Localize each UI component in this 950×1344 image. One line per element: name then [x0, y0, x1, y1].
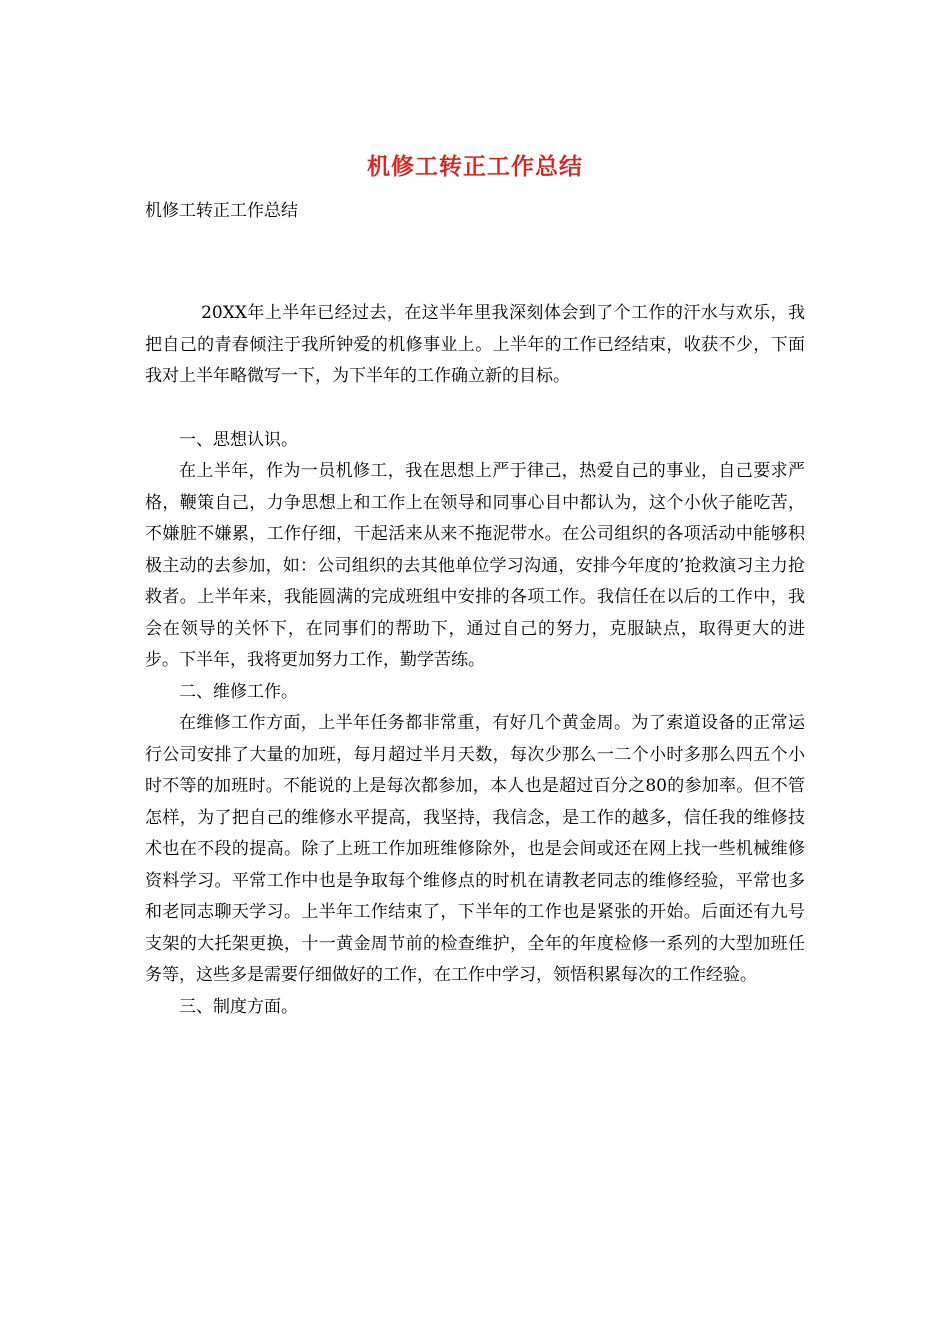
- section-body-thinking: 在上半年，作为一员机修工，我在思想上严于律己，热爱自己的事业，自己要求严格，鞭策自己，力争思想上和工作上在领导和同事心目中都认为，这个小伙子能吃苦，不嫌脏不嫌累，工作仔细，干起活来从来不拖泥带水。在公司组织的各项活动中能够积极主动的去参加，如：公司组织的去其他单位学习沟通，安排今年度的’抢救演习主力抢救者。上半年来，我能圆满的完成班组中安排的各项工作。我信任在以后的工作中，我会在领导的关怀下，在同事们的帮助下，通过自己的努力，克服缺点，取得更大的进步。下半年，我将更加努力工作，勤学苦练。: [145, 461, 805, 670]
- section-body-maintenance: 在维修工作方面，上半年任务都非常重，有好几个黄金周。为了索道设备的正常运行公司安排了大量的加班，每月超过半月天数，每次少那么一二个小时多那么四五个小时不等的加班时。不能说的上是每次都参加，本人也是超过百分之80的参加率。但不管怎样，为了把自己的维修水平提高，我坚持，我信念，是工作的越多，信任我的维修技术也在不段的提高。除了上班工作加班维修除外，也是会间或还在网上找一些机械维修资料学习。平常工作中也是争取每个维修点的时机在请教老同志的维修经验，平常也多和老同志聊天学习。上半年工作结束了，下半年的工作也是紧张的开始。后面还有九号支架的大托架更换，十一黄金周节前的检查维护，全年的年度检修一系列的大型加班任务等，这些多是需要仔细做好的工作，在工作中学习，领悟积累每次的工作经验。: [145, 713, 805, 985]
- section-heading-rules: 三、制度方面。: [179, 996, 298, 1017]
- intro-paragraph: 20XX年上半年已经过去，在这半年里我深刻体会到了个工作的汗水与欢乐，我把自己的青春倾注于我所钟爱的机修事业上。上半年的工作已经结束，收获不少，下面我对上半年略微写一下，为下半年的工作确立新的目标。: [145, 303, 805, 386]
- document-subtitle: 机修工转正工作总结: [145, 201, 298, 221]
- document-title: 机修工转正工作总结: [367, 153, 583, 180]
- paragraph-gap: [145, 393, 805, 425]
- section-heading-thinking: 一、思想认识。: [179, 429, 298, 450]
- section-heading-maintenance: 二、维修工作。: [179, 681, 298, 702]
- document-body: [145, 298, 805, 1023]
